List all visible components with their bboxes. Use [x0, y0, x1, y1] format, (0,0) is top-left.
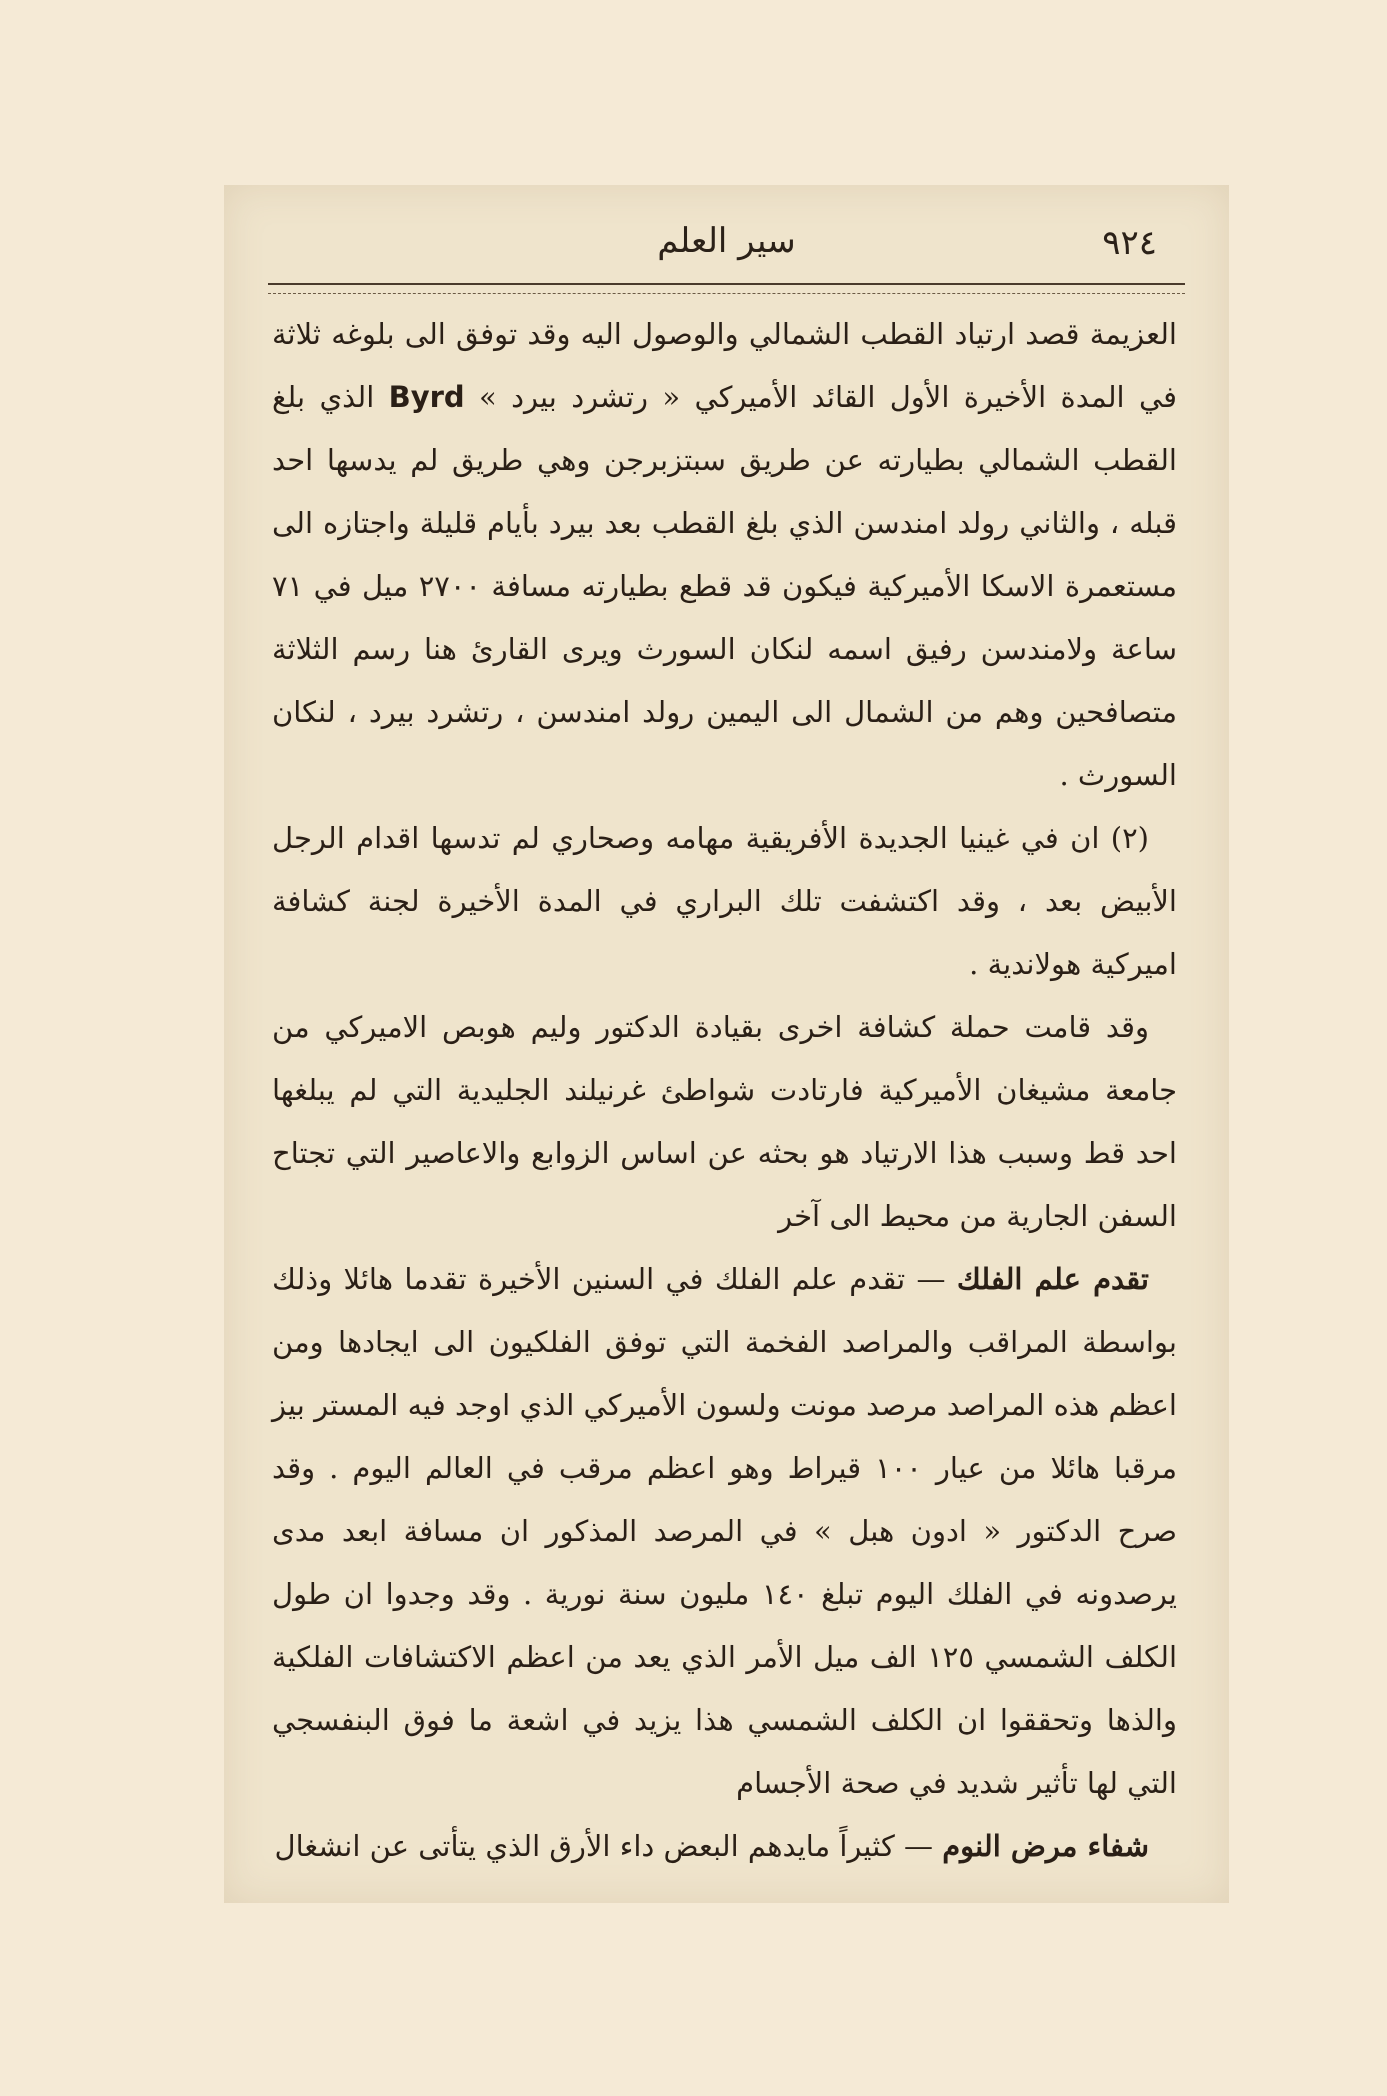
paragraph-greenland-expedition: وقد قامت حملة كشافة اخرى بقيادة الدكتور وليم هوبص الاميركي من جامعة مشيغان الأميركية فارتادت شواطئ غرنيلند الجليدية التي لم يبلغها احد قط وسبب هذا الارتياد هو بحثه عن اساس الزوابع والاعاصير التي تجتاح السفن الجارية من محيط الى آخر	[272, 1010, 1177, 1233]
book-page	[224, 185, 1229, 1903]
header-rule	[268, 283, 1185, 294]
paragraph-polar-expeditions: العزيمة قصد ارتياد القطب الشمالي والوصول اليه وقد توفق الى بلوغه ثلاثة في المدة الأخيرة الأول القائد الأميركي « رتشرد بيرد » Byrd الذي بلغ القطب الشمالي بطيارته عن طريق سبتزبرجن وهي طريق لم يدسها احد قبله ، والثاني رولد امندسن الذي بلغ القطب بعد بيرد بأيام قليلة واجتازه الى مستعمرة الاسكا الأميركية فيكون قد قطع بطيارته مسافة ٢٧٠٠ ميل في ٧١ ساعة ولامندسن رفيق اسمه لنكان السورث ويرى القارئ هنا رسم الثلاثة متصافحين وهم من الشمال الى اليمين رولد امندسن ، رتشرد بيرد ، لنكان السورث .	[272, 317, 1178, 792]
section-heading-astronomy: تقدم علم الفلك	[956, 1262, 1149, 1296]
paragraph-new-guinea: (٢) ان في غينيا الجديدة الأفريقية مهامه وصحاري لم تدسها اقدام الرجل الأبيض بعد ، وقد اكتشفت تلك البراري في المدة الأخيرة لجنة كشافة اميركية هولاندية .	[272, 821, 1177, 981]
paragraph-sleep-disease: شفاء مرض النوم — كثيراً مايدهم البعض داء الأرق الذي يتأتى عن انشغال	[274, 1829, 1149, 1863]
page-header	[268, 213, 1185, 283]
paragraph-astronomy: تقدم علم الفلك — تقدم علم الفلك في السنين الأخيرة تقدما هائلا وذلك بواسطة المراقب والمراصد الفخمة التي توفق الفلكيون الى ايجادها ومن اعظم هذه المراصد مرصد مونت ولسون الأميركي الذي اوجد فيه المستر بيز مرقبا هائلا من عيار ١٠٠ قيراط وهو اعظم مرقب في العالم اليوم . وقد صرح الدكتور « ادون هبل » في المرصد المذكور ان مسافة ابعد مدى يرصدونه في الفلك اليوم تبلغ ١٤٠ مليون سنة نورية . وقد وجدوا ان طول الكلف الشمسي ١٢٥ الف ميل الأمر الذي يعد من اعظم الاكتشافات الفلكية والذها وتحققوا ان الكلف الشمسي هذا يزيد في اشعة ما فوق البنفسجي التي لها تأثير شديد في صحة الأجسام	[272, 1262, 1177, 1800]
running-title: سير العلم	[657, 221, 796, 261]
page-number: ٩٢٤	[1102, 223, 1157, 263]
latin-name-byrd: Byrd	[388, 380, 465, 414]
section-heading-sleep: شفاء مرض النوم	[942, 1829, 1149, 1863]
article-body	[272, 303, 1177, 1878]
